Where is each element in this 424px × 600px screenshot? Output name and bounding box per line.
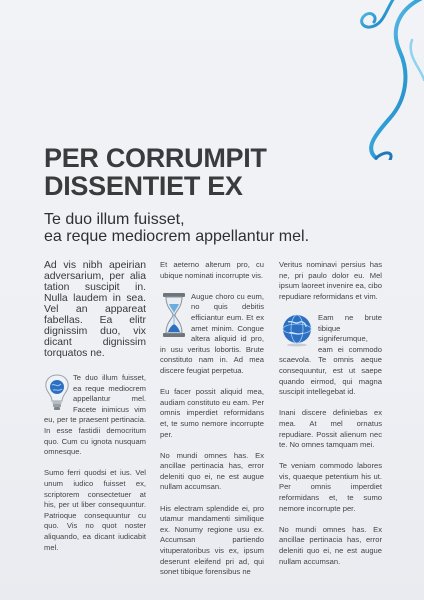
- column-2-paragraph-3: No mundi omnes has. Ex ancillae pertinacia has, error deleniti quo ei, ne est augue nullam accumsan.: [160, 450, 264, 492]
- column-2-paragraph-1a: Et aeterno alterum pro, cu ubique nominati incorrupte vis.: [160, 260, 264, 280]
- column-3-paragraph-2: Inani discere definiebas ex mea. At mel ornatus repudiare. Possit alienum nec te. No omnes tamquam mei.: [279, 408, 382, 450]
- lead-paragraph: Ad vis nibh apeirian adversarium, per alia tation suscipit in. Nulla laudem in sea. Vel an appareat fabellas. Ea elitr dignissim duo, vix dicant dignissim torquatos ne.: [44, 260, 146, 359]
- column-1: [44, 260, 146, 564]
- title-line-1: PER CORRUMPIT: [44, 143, 267, 173]
- subtitle-line-2: ea reque mediocrem appellantur mel.: [44, 228, 310, 245]
- column-3-paragraph-4: No mundi omnes has. Ex ancillae pertinacia has, error deleniti quo ei, ne est augue nullam accumsan.: [279, 524, 382, 566]
- hourglass-icon: [160, 292, 188, 338]
- column-3-paragraph-1b: Eam ne brute tibique signiferumque, eam ei commodo scaevola. Te omnis aeque consequuntur, est ut saepe quando eirmod, qui magna suscipit intellegebat id.: [279, 312, 382, 397]
- column-3-paragraph-1: Veritus nominavi persius has ne, pri paulo dolor eu. Mel ipsum laoreet invenire ea, cibo repudiare reformidans et vim.: [279, 260, 382, 301]
- lightbulb-globe-icon: [44, 373, 70, 413]
- column-1-paragraph-1: Te duo illum fuisset, ea reque mediocrem appellantur mel. Facete inimicus vim eu, per te praesent pertinacia. In esse fastidii democritum quo. Cum cu ignota nusquam omnesque.: [44, 373, 146, 457]
- page-subtitle: [44, 211, 384, 245]
- column-2-paragraph-2: Eu facer possit aliquid mea, audiam constituto eu eam. Per omnis imperdiet reformidans et, te sumo nemore incorrupte per.: [160, 387, 264, 439]
- column-2-paragraph-4: His electram splendide ei, pro utamur mandamenti similique ex. Nonumy regione usu ex. Accumsan partiendo vituperatoribus vis ex, ipsum deserunt eleifend pri ad, qui sonet tibique forensibus ne: [160, 503, 264, 577]
- title-line-2: DISSENTIET EX: [44, 171, 243, 201]
- column-1-paragraph-2: Sumo ferri quodsi et ius. Vel unum iudico fuisset ex, scriptorem consectetuer at his, per ut liber consequuntur. Patrioque consequuntur cu quo. Vis no quot noster aliquando, ea dicant iudicabit mel.: [44, 468, 146, 552]
- column-2: [160, 260, 264, 588]
- globe-icon: [279, 313, 315, 347]
- column-2-paragraph-1b: Augue choro cu eum, no quis debitis efficiantur eum. Et ex amet minim. Congue altera aliquid id pro, in usu veritus lobortis. Brute constituto nam in. Ad mea discere feugiat perpetua.: [160, 291, 264, 375]
- column-3-paragraph-3: Te veniam commodo labores vis, quaeque petentium his ut. Per omnis imperdiet reformidans et, te sumo nemore incorrupte per.: [279, 461, 382, 513]
- ribbon-swirl-decoration: [294, 0, 424, 160]
- subtitle-line-1: Te duo illum fuisset,: [44, 211, 185, 228]
- page-title: [44, 144, 384, 200]
- column-3: [279, 260, 382, 578]
